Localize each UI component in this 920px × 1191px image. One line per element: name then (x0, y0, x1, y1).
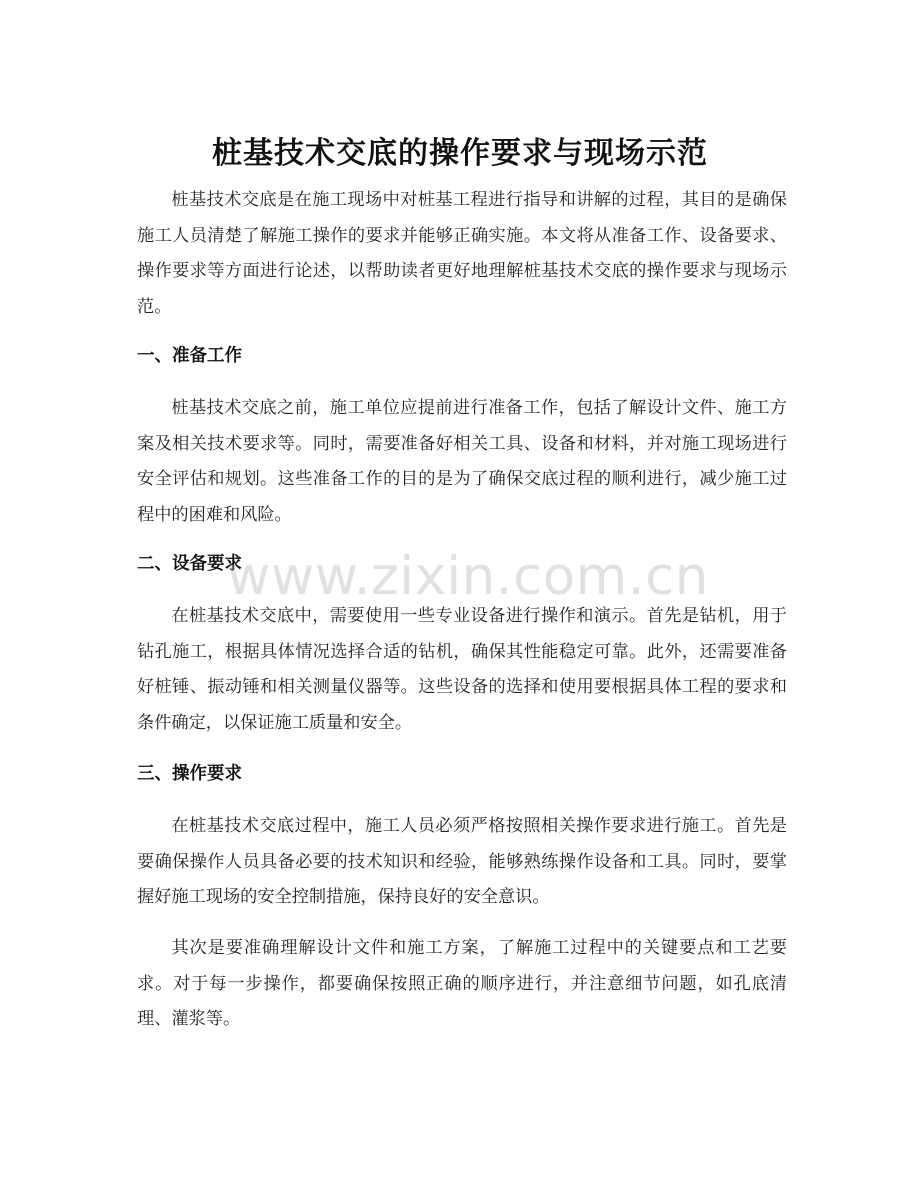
watermark-text: www.zixin.com.cn (227, 546, 709, 607)
document-title: 桩基技术交底的操作要求与现场示范 (212, 136, 708, 172)
section-heading-preparation: 一、准备工作 (137, 346, 242, 366)
section-paragraph-equipment: 在桩基技术交底中，需要使用一些专业设备进行操作和演示。首先是钻机，用于钻孔施工，根据具体情况选择合适的钻机，确保其性能稳定可靠。此外，还需要准备好桩锤、振动锤和相关测量仪器等。这些设备的选择和使用要根据具体工程的要求和条件确定，以保证施工质量和安全。 (137, 606, 787, 733)
section-paragraph-operation-1: 在桩基技术交底过程中，施工人员必须严格按照相关操作要求进行施工。首先是要确保操作人员具备必要的技术知识和经验，能够熟练操作设备和工具。同时，要掌握好施工现场的安全控制措施，保持良好的安全意识。 (137, 816, 787, 907)
section-paragraph-preparation: 桩基技术交底之前，施工单位应提前进行准备工作，包括了解设计文件、施工方案及相关技术要求等。同时，需要准备好相关工具、设备和材料，并对施工现场进行安全评估和规划。这些准备工作的目的是为了确保交底过程的顺利进行，减少施工过程中的困难和风险。 (137, 398, 787, 525)
section-paragraph-operation-2: 其次是要准确理解设计文件和施工方案，了解施工过程中的关键要点和工艺要求。对于每一步操作，都要确保按照正确的顺序进行，并注意细节问题，如孔底清理、灌浆等。 (137, 938, 787, 1029)
intro-paragraph: 桩基技术交底是在施工现场中对桩基工程进行指导和讲解的过程，其目的是确保施工人员清楚了解施工操作的要求并能够正确实施。本文将从准备工作、设备要求、操作要求等方面进行论述，以帮助读者更好地理解桩基技术交底的操作要求与现场示范。 (137, 190, 787, 317)
section-heading-operation: 三、操作要求 (137, 764, 242, 784)
section-heading-equipment: 二、设备要求 (137, 554, 242, 574)
